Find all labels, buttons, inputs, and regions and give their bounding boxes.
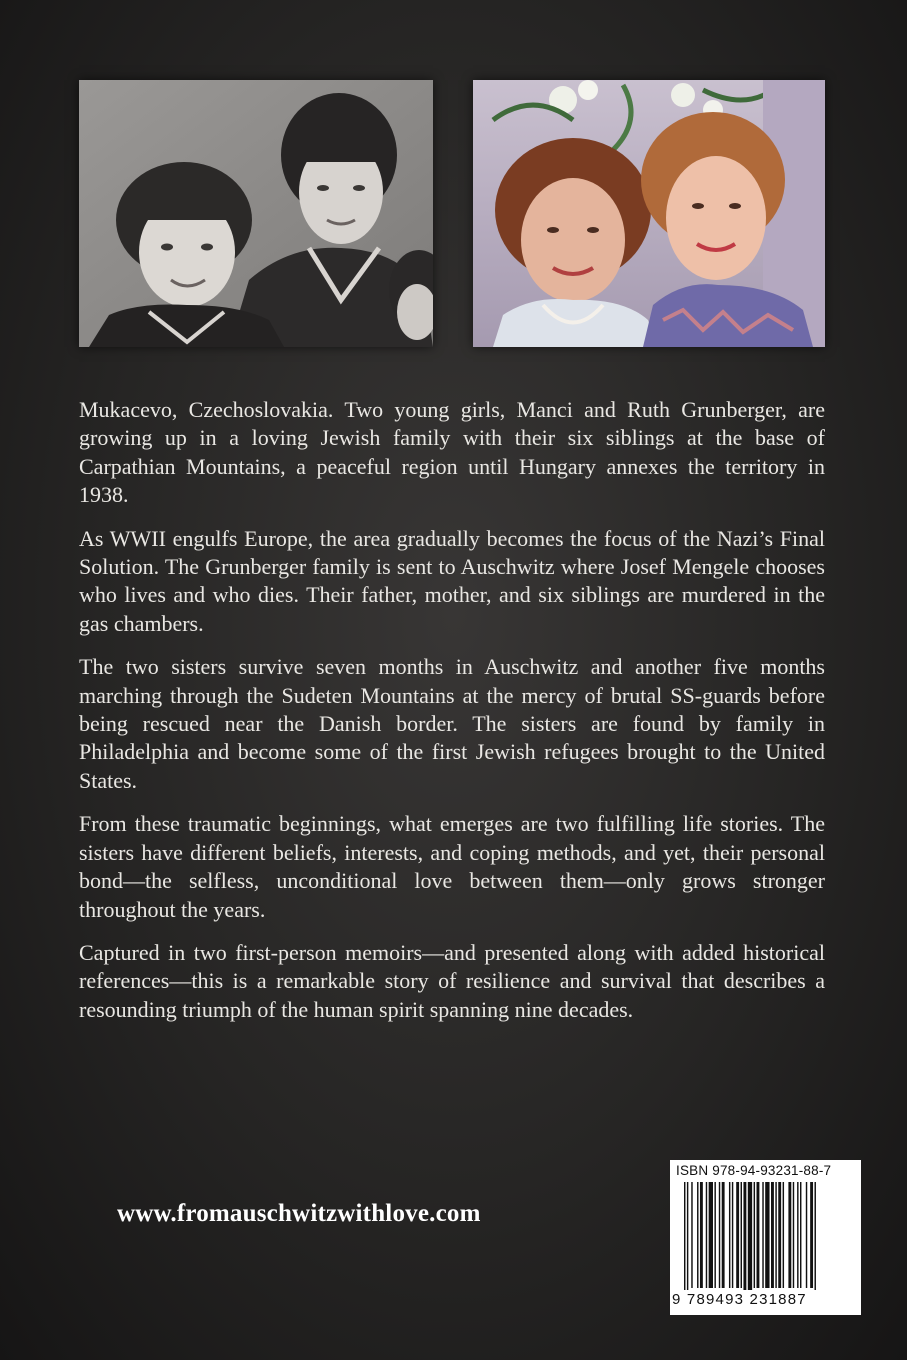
barcode-digits: 9 789493 231887: [672, 1291, 807, 1308]
isbn-label: ISBN 978-94-93231-88-7: [676, 1163, 832, 1178]
isbn-barcode: [670, 1160, 861, 1315]
blurb-paragraph: Captured in two first-person memoirs—and presented along with added historical references—this is a remarkable story of resilience and survival that describes a resounding triumph of the human spirit spanning nine decades.: [79, 939, 825, 1022]
back-cover-blurb: [79, 396, 825, 1039]
vintage-girls-photo: [79, 80, 433, 347]
blurb-paragraph: Mukacevo, Czechoslovakia. Two young girls, Manci and Ruth Grunberger, are growing up in a loving Jewish family with their six siblings at the base of Carpathian Mountains, a peaceful region until Hungary annexes the territory in 1938.: [79, 397, 825, 508]
blurb-paragraph: As WWII engulfs Europe, the area gradually becomes the focus of the Nazi’s Final Solution. The Grunberger family is sent to Auschwitz where Josef Mengele chooses who lives and who dies. Their father, mother, and six siblings are murdered in the gas chambers.: [79, 525, 825, 636]
barcode-bars: [670, 1182, 861, 1290]
elderly-sisters-photo: [473, 80, 825, 347]
blurb-paragraph: From these traumatic beginnings, what emerges are two fulfilling life stories. The sisters have different beliefs, interests, and coping methods, and yet, their personal bond—the selfless, unconditional love between them—only grows stronger throughout the years.: [79, 811, 825, 922]
blurb-paragraph: The two sisters survive seven months in Auschwitz and another five months marching through the Sudeten Mountains at the mercy of brutal SS-guards before being rescued near the Danish border. The sisters are found by family in Philadelphia and become some of the first Jewish refugees brought to the United States.: [79, 654, 825, 793]
website-url[interactable]: www.fromauschwitzwithlove.com: [117, 1200, 481, 1227]
